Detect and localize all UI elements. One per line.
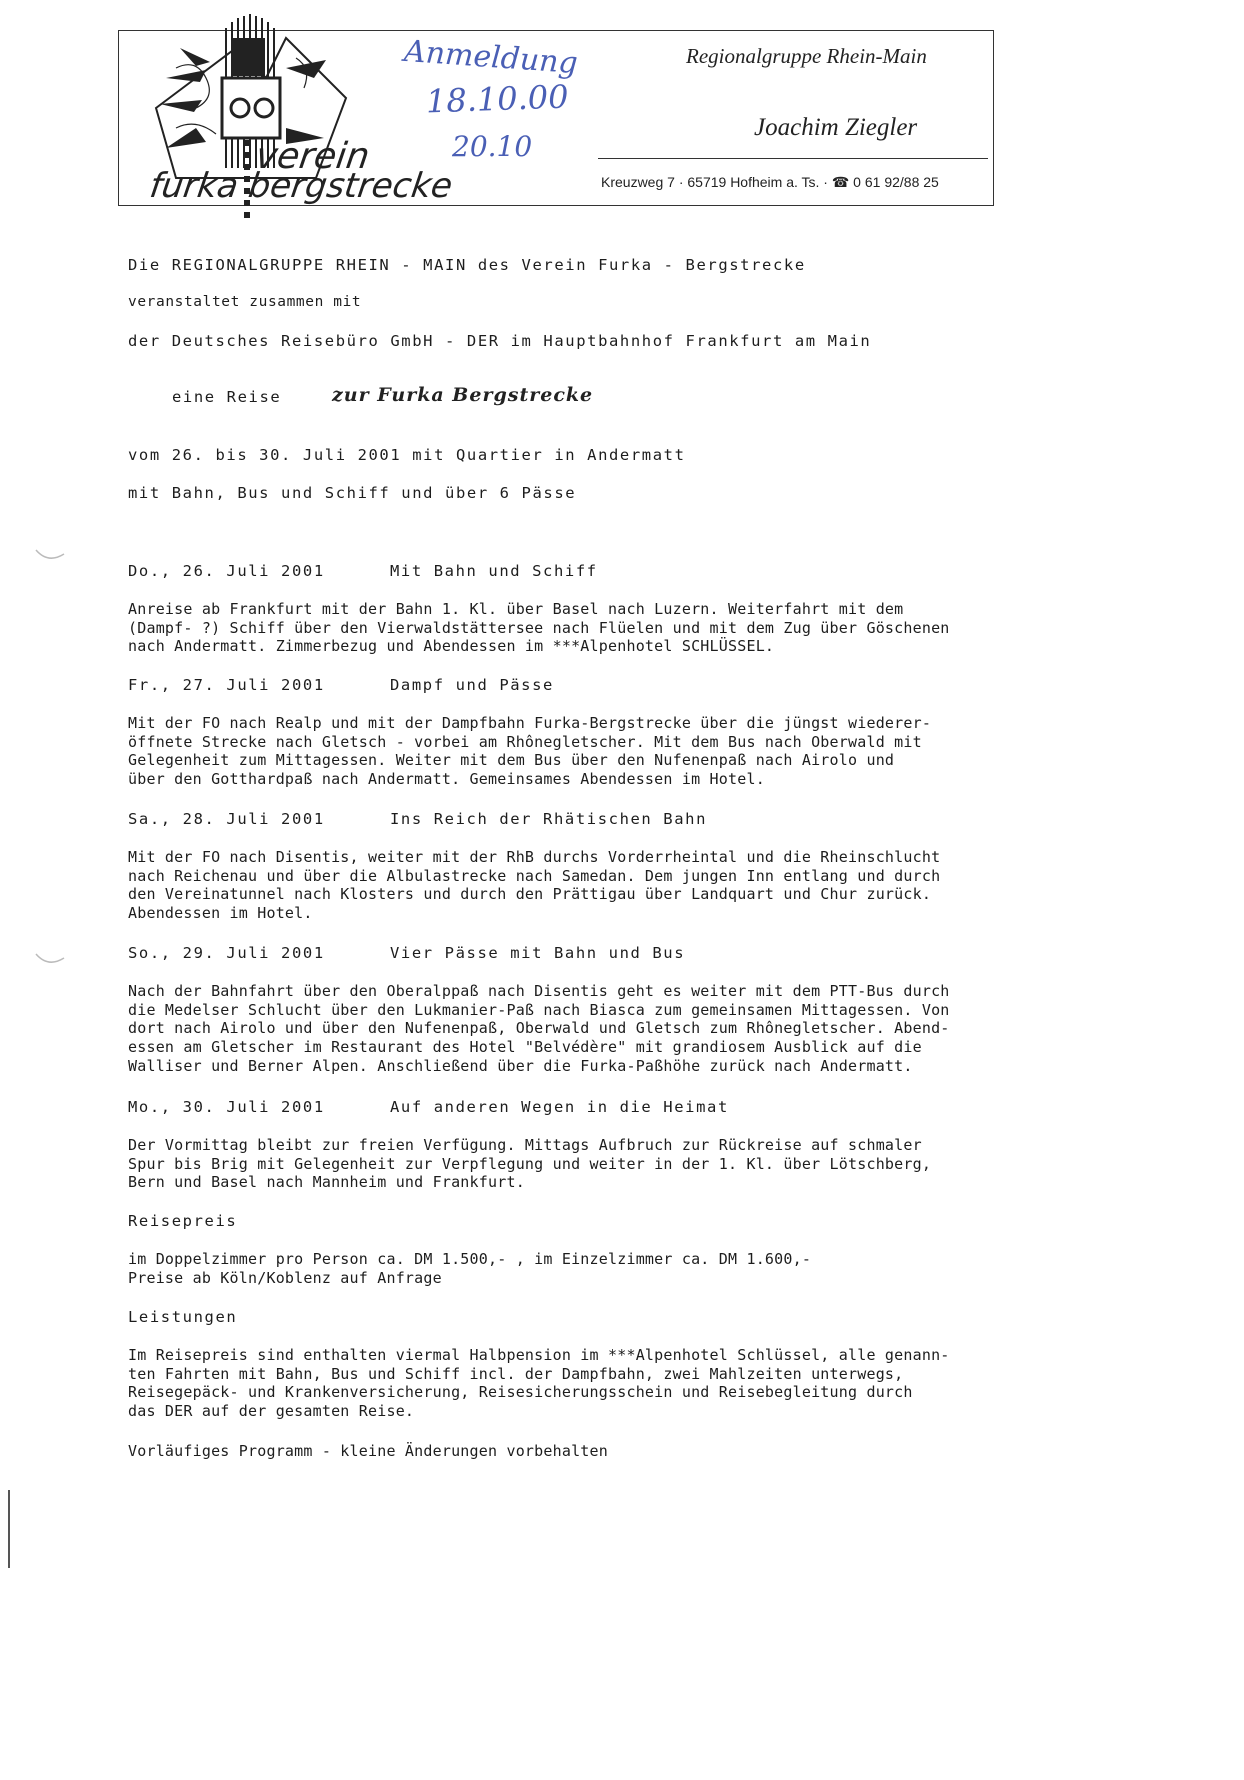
day-2-title: Dampf und Pässe — [390, 676, 554, 694]
day-4-line: die Medelser Schlucht über den Lukmanier-Paß nach Biasca zum gemeinsamen Mittagessen. Von — [128, 1000, 950, 1019]
day-4-line: Nach der Bahnfahrt über den Oberalppaß nach Disentis geht es weiter mit dem PTT-Bus durch — [128, 982, 950, 1000]
day-5-line: Spur bis Brig mit Gelegenheit zur Verpflegung und weiter in der 1. Kl. über Lötschberg, — [128, 1154, 932, 1173]
price-line: im Doppelzimmer pro Person ca. DM 1.500,- , im Einzelzimmer ca. DM 1.600,- — [128, 1250, 812, 1268]
day-4-line: essen am Gletscher im Restaurant des Hotel "Belvédère" mit grandiosem Ausblick auf die — [128, 1038, 922, 1057]
intro-line-2: veranstaltet zusammen mit — [128, 294, 362, 310]
day-4-line: Walliser und Berner Alpen. Anschließend über die Furka-Paßhöhe zurück nach Andermatt. — [128, 1056, 913, 1075]
page-edge-line — [8, 1490, 10, 1568]
handwritten-note-line1: Anmeldung — [402, 33, 579, 82]
day-4-title: Vier Pässe mit Bahn und Bus — [390, 944, 686, 962]
day-3-description — [128, 848, 940, 923]
punch-hole-mark-top — [34, 546, 66, 566]
intro-line-4-prefix: eine Reise — [172, 388, 282, 406]
price-details — [128, 1250, 811, 1287]
day-2-line: öffnete Strecke nach Gletsch - vorbei am Rhônegletscher. Mit dem Bus nach Oberwald mit — [128, 732, 922, 751]
day-2-line: über den Gotthardpaß nach Andermatt. Gemeinsames Abendessen im Hotel. — [128, 770, 765, 789]
contact-name: Joachim Ziegler — [754, 114, 918, 141]
day-2-line: Gelegenheit zum Mittagessen. Weiter mit dem Bus über den Nufenenpaß nach Airolo und — [128, 751, 895, 770]
day-1-description — [128, 600, 950, 656]
day-2-description — [128, 714, 931, 789]
logo-text-verein: verein — [253, 136, 373, 177]
day-4-description — [128, 982, 950, 1076]
day-3-title: Ins Reich der Rhätischen Bahn — [390, 810, 708, 828]
day-2-line: Mit der FO nach Realp und mit der Dampfbahn Furka-Bergstrecke über die jüngst wiederer- — [128, 714, 932, 732]
intro-line-3: der Deutsches Reisebüro GmbH - DER im Hauptbahnhof Frankfurt am Main — [128, 332, 872, 350]
day-4-date: So., 29. Juli 2001 — [128, 944, 325, 962]
day-1-line: nach Andermatt. Zimmerbezug und Abendessen im ***Alpenhotel SCHLÜSSEL. — [128, 637, 775, 656]
day-5-line: Bern und Basel nach Mannheim und Frankfurt. — [128, 1173, 525, 1192]
services-heading: Leistungen — [128, 1308, 238, 1326]
punch-hole-mark-bottom — [34, 950, 66, 970]
day-5-date: Mo., 30. Juli 2001 — [128, 1098, 325, 1116]
day-1-line: Anreise ab Frankfurt mit der Bahn 1. Kl. über Basel nach Luzern. Weiterfahrt mit dem — [128, 600, 904, 618]
day-1-date: Do., 26. Juli 2001 — [128, 562, 325, 580]
letterhead-divider — [598, 158, 988, 159]
handwritten-note-line2: 18.10.00 — [425, 77, 570, 121]
day-3-line: Mit der FO nach Disentis, weiter mit der RhB durchs Vorderrheintal und die Rheinschlucht — [128, 848, 941, 866]
day-3-line: den Vereinatunnel nach Klosters und durch den Prättigau über Landquart und Chur zurück. — [128, 885, 932, 904]
day-3-line: Abendessen im Hotel. — [128, 904, 313, 923]
footer-note: Vorläufiges Programm - kleine Änderungen vorbehalten — [128, 1442, 608, 1460]
regional-group-name: Regionalgruppe Rhein-Main — [686, 44, 927, 68]
logo-text-furka-bergstrecke: furka bergstrecke — [147, 166, 455, 206]
price-heading: Reisepreis — [128, 1212, 238, 1230]
day-5-description — [128, 1136, 931, 1192]
contact-address: Kreuzweg 7 · 65719 Hofheim a. Ts. · ☎ 0 61 92/88 25 — [601, 174, 939, 190]
day-5-line: Der Vormittag bleibt zur freien Verfügung. Mittags Aufbruch zur Rückreise auf schmaler — [128, 1136, 922, 1154]
services-line: Reisegepäck- und Krankenversicherung, Reisesicherungsschein und Reisebegleitung durch — [128, 1383, 913, 1402]
day-1-title: Mit Bahn und Schiff — [390, 562, 598, 580]
day-5-title: Auf anderen Wegen in die Heimat — [390, 1098, 729, 1116]
day-3-line: nach Reichenau und über die Albulastrecke nach Samedan. Dem jungen Inn entlang und durch — [128, 866, 941, 885]
day-1-line: (Dampf- ?) Schiff über den Vierwaldstättersee nach Flüelen und mit dem Zug über Göschenen — [128, 618, 950, 637]
services-line: Im Reisepreis sind enthalten viermal Halbpension im ***Alpenhotel Schlüssel, alle genann- — [128, 1346, 950, 1364]
intro-line-6: mit Bahn, Bus und Schiff und über 6 Pässe — [128, 484, 577, 502]
price-line: Preise ab Köln/Koblenz auf Anfrage — [128, 1268, 442, 1287]
handwritten-note-line3: 20.10 — [452, 130, 533, 163]
intro-trip-title: zur Furka Bergstrecke — [332, 384, 594, 406]
day-2-date: Fr., 27. Juli 2001 — [128, 676, 325, 694]
intro-line-1: Die REGIONALGRUPPE RHEIN - MAIN des Verein Furka - Bergstrecke — [128, 256, 806, 274]
day-4-line: dort nach Airolo und über den Nufenenpaß, Oberwald und Gletsch zum Rhônegletscher. Abend- — [128, 1019, 950, 1038]
intro-line-5: vom 26. bis 30. Juli 2001 mit Quartier in Andermatt — [128, 446, 686, 464]
services-line: das DER auf der gesamten Reise. — [128, 1402, 415, 1421]
services-details — [128, 1346, 950, 1421]
services-line: ten Fahrten mit Bahn, Bus und Schiff incl. der Dampfbahn, zwei Mahlzeiten unterwegs, — [128, 1364, 904, 1383]
day-3-date: Sa., 28. Juli 2001 — [128, 810, 325, 828]
